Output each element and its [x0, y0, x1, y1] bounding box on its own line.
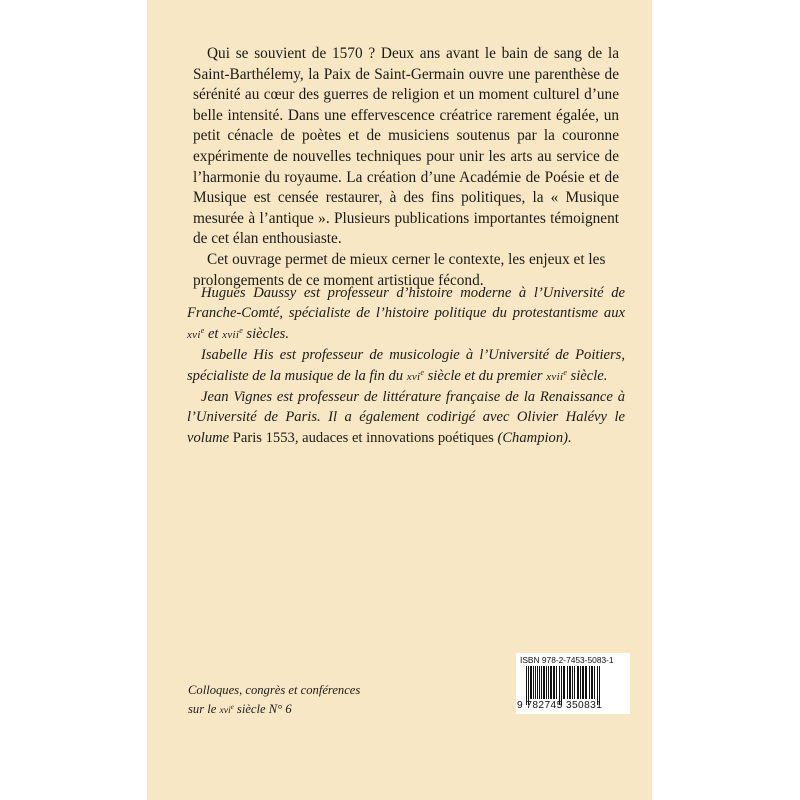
bio-hugues-daussy: Hugues Daussy est professeur d’histoire moderne à l’Université de Franche-Comté, spécialiste de l’histoire politique du protestantisme aux xvi$^e$ et xvii$^e$ siècles.	[187, 285, 625, 342]
barcode-bar	[572, 666, 573, 699]
barcode-bar	[539, 666, 540, 699]
series-line-2: sur le xvi$^e$ siècle N° 6	[188, 702, 292, 716]
book-title-reference: Paris 1553, audaces et innovations poétiques	[232, 429, 494, 446]
barcode-bar	[537, 666, 538, 699]
barcode-bar	[543, 666, 545, 699]
barcode-bar	[567, 666, 568, 699]
barcode-bar	[550, 666, 552, 699]
barcode-bar	[548, 666, 549, 699]
barcode-bar	[594, 666, 595, 699]
barcode-bar	[591, 666, 593, 699]
barcode-bar	[569, 666, 571, 699]
barcode-bar	[563, 666, 565, 699]
barcode-bar	[582, 666, 584, 699]
author-bios	[187, 283, 625, 448]
barcode-bar	[530, 666, 532, 699]
summary-text	[193, 44, 619, 291]
summary-paragraph-1: Qui se souvient de 1570 ? Deux ans avant le bain de sang de la Saint-Barthélemy, la Paix de Saint-Germain ouvre une parenthèse de sérénité au cœur des guerres de religion et un moment culturel d’une belle intensité. Dans une effervescence créatrice rarement égalée, un petit cénacle de poètes et de musiciens soutenus par la couronne expérimente de nouvelles techniques pour unir les arts au service de l’harmonie du royaume. La création d’une Académie de Poésie et de Musique est censée restaurer, à des fins politiques, la « Musique mesurée à l’antique ». Plusieurs publications importantes témoignent de cet élan enthousiaste.	[193, 45, 619, 248]
barcode	[516, 653, 630, 714]
barcode-bar	[553, 666, 555, 699]
barcode-bar	[556, 666, 557, 699]
barcode-bar	[546, 666, 547, 699]
barcode-bar	[589, 666, 590, 699]
barcode-bar	[535, 666, 536, 699]
series-info	[188, 681, 408, 720]
ean-digits: 9 782745 350831	[517, 700, 603, 711]
isbn-label: ISBN 978-2-7453-5083-1	[520, 655, 614, 665]
barcode-bar	[585, 666, 587, 699]
barcode-bar	[541, 666, 542, 699]
series-line-1: Colloques, congrès et conférences	[188, 683, 361, 697]
barcode-bar	[533, 666, 534, 699]
barcode-bar	[574, 666, 575, 699]
summary-paragraph-2: Cet ouvrage permet de mieux cerner le contexte, les enjeux et les prolongements de ce moment artistique fécond.	[193, 250, 606, 289]
barcode-bar	[577, 666, 579, 699]
barcode-bar	[580, 666, 581, 699]
bio-jean-vignes: Jean Vignes est professeur de littérature française de la Renaissance à l’Université de Paris. Il a également codirigé avec Olivier Halévy le volume Paris 1553, audaces et innovations poétiques (Champion).	[187, 389, 625, 446]
bio-isabelle-his: Isabelle His est professeur de musicologie à l’Université de Poitiers, spécialiste de la musique de la fin du xvi$^e$ siècle et du premier xvii$^e$ siècle.	[187, 347, 625, 384]
